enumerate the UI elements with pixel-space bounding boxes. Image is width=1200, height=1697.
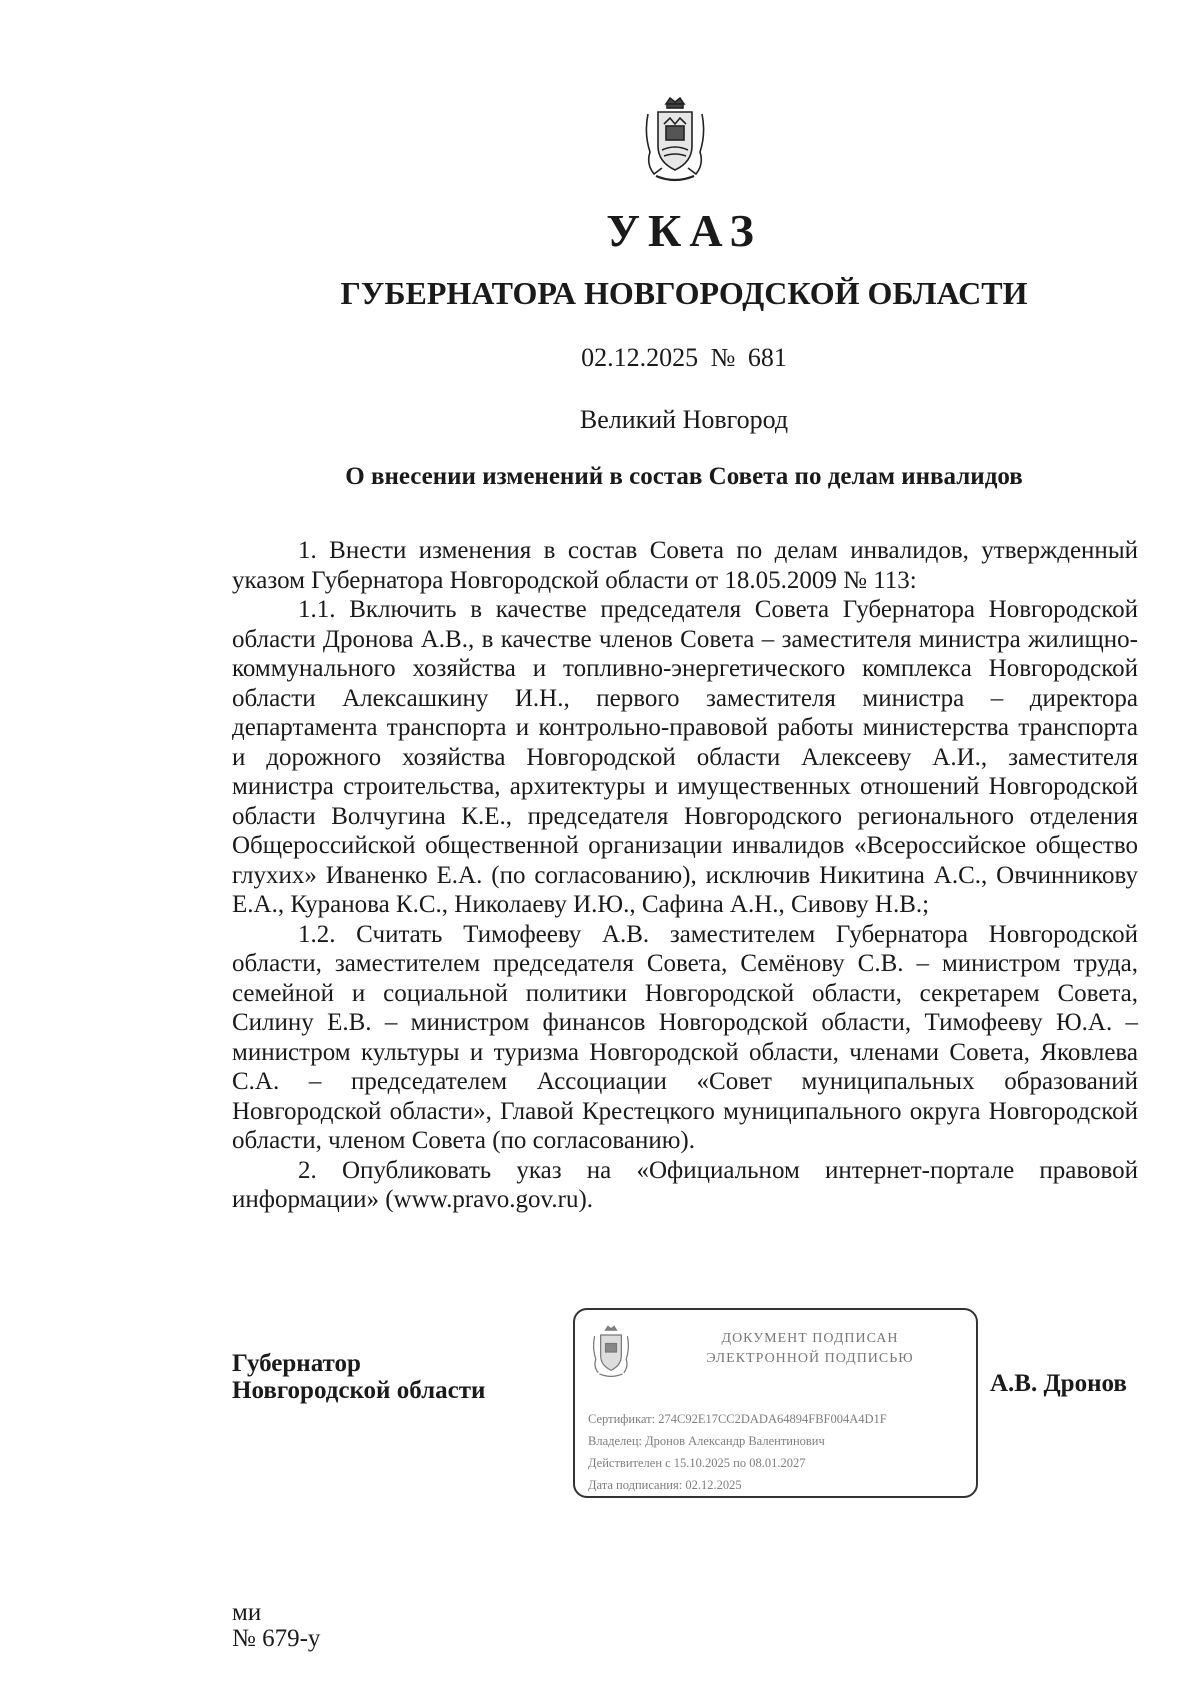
document-issuer: ГУБЕРНАТОРА НОВГОРОДСКОЙ ОБЛАСТИ: [340, 275, 1028, 311]
paragraph: 1. Внести изменения в состав Совета по делам инвалидов, утвержденный указом Губернатора Новгородской области от 18.05.2009 № 113:: [232, 537, 1138, 594]
document-city: Великий Новгород: [579, 405, 789, 434]
number-sign: №: [710, 343, 736, 372]
footer-number: № 679-у: [232, 1625, 321, 1652]
stamp-validity: Действителен с 15.10.2025 по 08.01.2027: [588, 1456, 806, 1470]
document-date: 02.12.2025: [581, 343, 699, 372]
date-number-line: [0, 343, 1200, 373]
stamp-header-line: ЭЛЕКТРОННОЙ ПОДПИСЬЮ: [706, 1351, 914, 1366]
document-heading: О внесении изменений в состав Совета по делам инвалидов: [345, 463, 1023, 490]
paragraph: 2. Опубликовать указ на «Официальном интернет-портале правовой информации» (www.pravo.gov.ru).: [232, 1156, 1138, 1213]
electronic-signature-stamp: [573, 1308, 978, 1498]
document-title: УКАЗ: [606, 205, 762, 256]
signatory-position-line: Новгородской области: [232, 1377, 486, 1404]
stamp-header: [685, 1329, 935, 1369]
stamp-details: [588, 1408, 973, 1496]
signatory-position: [232, 1350, 485, 1404]
footer-initials: ми: [232, 1599, 262, 1626]
document-body: [232, 536, 1138, 1215]
coat-of-arms-icon: [640, 94, 710, 186]
signatory-name: А.В. Дронов: [990, 1370, 1127, 1397]
footer-reference: [232, 1600, 320, 1652]
stamp-signed-date: Дата подписания: 02.12.2025: [588, 1478, 742, 1492]
stamp-certificate: Сертификат: 274C92E17CC2DADA64894FBF004A4D1F: [588, 1412, 887, 1426]
stamp-owner: Владелец: Дронов Александр Валентинович: [588, 1434, 825, 1448]
paragraph: 1.2. Считать Тимофееву А.В. заместителем Губернатора Новгородской области, заместителем председателя Совета, Семёнову С.В. – министром труда, семейной и социальной политики Новгородской области, секретарем Совета, Силину Е.В. – министром финансов Новгородской области, Тимофееву Ю.А. – министром культуры и туризма Новгородской области, членами Совета, Яковлева С.А. – председателем Ассоциации «Совет муниципальных образований Новгородской области», Главой Крестецкого муниципального округа Новгородской области, членом Совета (по согласованию).: [232, 920, 1138, 1154]
paragraph: 1.1. Включить в качестве председателя Совета Губернатора Новгородской области Дронова А.В., в качестве членов Совета – заместителя министра жилищно-коммунального хозяйства и топливно-энергетического комплекса Новгородской области Алексашкину И.Н., первого заместителя министра – директора департамента транспорта и контрольно-правовой работы министерства транспорта и дорожного хозяйства Новгородской области Алексееву А.И., заместителя министра строительства, архитектуры и имущественных отношений Новгородской области Волчугина К.Е., председателя Новгородского регионального отделения Общероссийской общественной организации инвалидов «Всероссийское общество глухих» Иваненко Е.А. (по согласованию), исключив Никитина А.С., Овчинникову Е.А., Куранова К.С., Николаеву И.Ю., Сафина А.Н., Сивову Н.В.;: [232, 596, 1138, 918]
stamp-coat-of-arms-icon: [589, 1324, 633, 1380]
stamp-header-line: ДОКУМЕНТ ПОДПИСАН: [721, 1331, 899, 1346]
signatory-position-line: Губернатор: [232, 1350, 361, 1377]
document-number: 681: [747, 343, 787, 372]
